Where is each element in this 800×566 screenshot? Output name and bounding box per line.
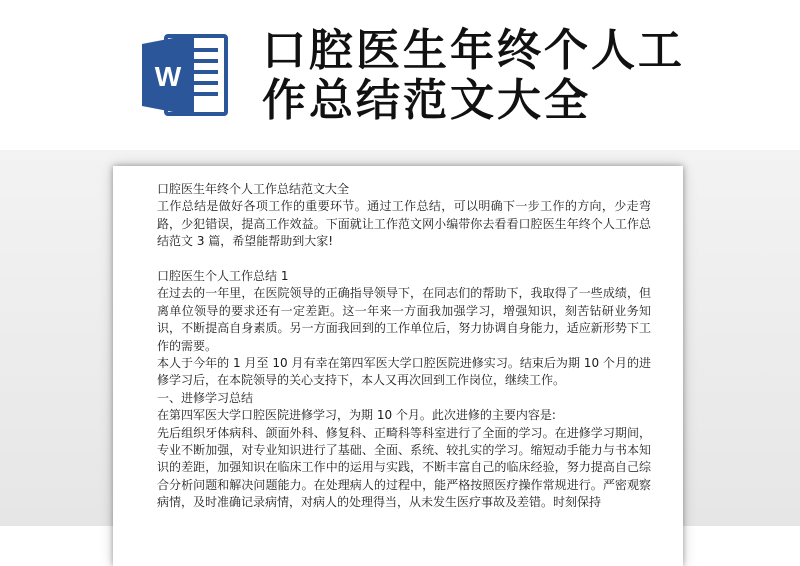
doc-paragraph: 在过去的一年里，在医院领导的正确指导领导下，在同志们的帮助下，我取得了一些成绩，但离单位领导的要求还有一定差距。这一年来一方面我加强学习，增强知识，刻苦钻研业务知识，不断提高自身素质。另一方面我回到的工作单位后，努力协调自身能力，适应新形势下工作的需要。 (157, 286, 651, 353)
header (0, 0, 800, 160)
doc-title-line: 口腔医生年终个人工作总结范文大全 (157, 182, 350, 196)
doc-paragraph: 在第四军医大学口腔医院进修学习，为期 10 个月。此次进修的主要内容是: (157, 408, 556, 423)
doc-paragraph: 先后组织牙体病科、颌面外科、修复科、正畸科等科室进行了全面的学习。在进修学习期间，专业不断加强，对专业知识进行了基础、全面、系统、较扎实的学习。缩短动手能力与书本知识的差距，加强知识在临床工作中的运用与实践，不断丰富自己的临床经验，努力提高自己综合分析问题和解决问题能力。在处理病人的过程中，能严格按照医疗操作常规进行。严密观察病情，及时准确记录病情，对病人的处理得当，从未发生医疗事故及差错。时刻保持 (157, 425, 651, 510)
doc-paragraph: 本人于今年的 1 月至 10 月有幸在第四军医大学口腔医院进修实习。结束后为期 10 个月的进修学习后，在本院领导的关心支持下，本人又再次回到工作岗位，继续工作。 (157, 356, 651, 388)
document-body (157, 181, 651, 512)
page-title: 口腔医生年终个人工作总结范文大全 (262, 25, 685, 126)
svg-text:W: W (154, 61, 182, 92)
doc-paragraph: 工作总结是做好各项工作的重要环节。通过工作总结，可以明确下一步工作的方向，少走弯路，少犯错误，提高工作效益。下面就让工作范文网小编带你去看看口腔医生年终个人工作总结范文 3 篇，希望能帮助到大家! (157, 199, 651, 249)
doc-subheading: 一、进修学习总结 (157, 390, 254, 405)
word-document-icon (138, 30, 230, 120)
doc-section-heading: 口腔医生个人工作总结 1 (157, 269, 289, 284)
document-page (113, 166, 683, 566)
blank-line (157, 251, 651, 268)
